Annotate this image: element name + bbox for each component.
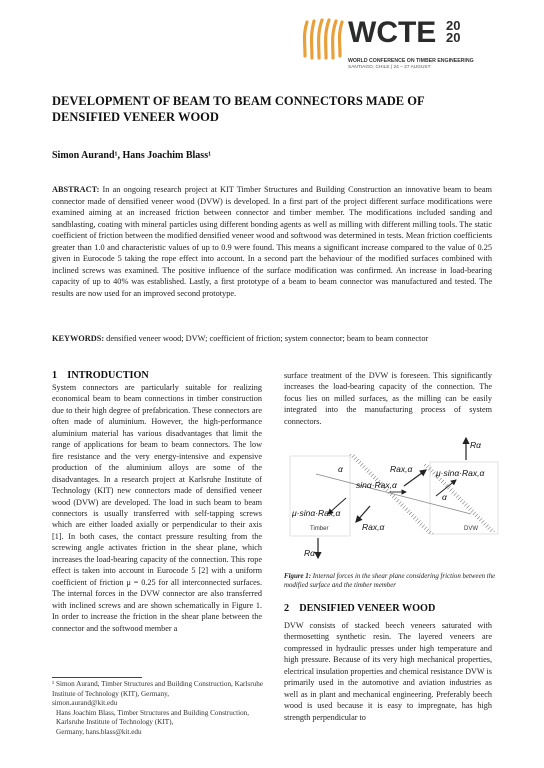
section-2-heading (284, 603, 435, 614)
figure-1-diagram (286, 434, 500, 564)
paper-title: DEVELOPMENT OF BEAM TO BEAM CONNECTORS MADE OF DENSIFIED VENEER WOOD (52, 94, 425, 124)
logo-subtitle: WORLD CONFERENCE ON TIMBER ENGINEERING (348, 58, 474, 64)
logo-wordmark: WCTE (348, 16, 437, 49)
logo-year-top: 20 (446, 18, 461, 33)
label-sin-r-ax: sinα·Rax,α (356, 480, 397, 490)
keywords-label: KEYWORDS: (52, 334, 105, 343)
logo-emblem-icon (300, 16, 346, 62)
figure-caption-label: Figure 1: (284, 573, 311, 580)
footnote-line-3: Hans Joachim Blass, Timber Structures and Building Construction, Karlsruhe Institute of Technology (KIT), (56, 708, 250, 727)
label-timber: Timber (310, 526, 329, 532)
abstract-label: ABSTRACT: (52, 185, 100, 194)
logo-location: SANTIAGO, CHILE | 24 – 27 AUGUST (348, 65, 431, 70)
label-alpha-left: α (338, 464, 343, 474)
section-2-title: DENSIFIED VENEER WOOD (299, 603, 436, 614)
logo-year-bottom: 20 (446, 30, 461, 45)
figure-1 (286, 434, 500, 564)
r-ax-bottom-arrow (356, 506, 370, 522)
footnote (52, 680, 278, 738)
section-1-number: 1 (52, 370, 58, 381)
label-r-ax-top: Rax,α (390, 464, 413, 474)
label-r-ax-bottom: Rax,α (362, 522, 385, 532)
section-1-continued: surface treatment of the DVW is foreseen. This significantly increases the load-bearing capacity of the connection. The focus lies on milled surfaces, as the milling can be easily integrated into the manufacturing process of system connectors. (284, 371, 492, 426)
section-1-title: INTRODUCTION (67, 370, 149, 381)
footnote-rule (52, 677, 142, 678)
paper-authors: Simon Aurand¹, Hans Joachim Blass¹ (52, 150, 212, 161)
conference-logo (300, 14, 500, 76)
section-1-heading (52, 370, 149, 381)
footnote-line-2: simon.aurand@kit.edu (52, 699, 118, 708)
label-r-alpha-bottom: Rα (304, 548, 315, 558)
figure-caption-text: Internal forces in the shear plane considering friction between the modified surface and the timber member (284, 573, 496, 589)
footnote-line-1: ¹ Simon Aurand, Timber Structures and Building Construction, Karlsruhe Institute of Technology (KIT), Germany, (52, 680, 263, 698)
abstract-text: In an ongoing research project at KIT Timber Structures and Building Construction an innovative beam to beam connector made of densified veneer wood (DVW) is developed. In a first part of the project different surface modifications were examined aiming at an increased friction between connector and timber member. The modifications included sanding and sandblasting, coating with mineral particles using different bonding agents as well as milling with different milling tools. The static coefficient of friction between the modified densified veneer wood and softwood was determined in tests. Mean friction coefficients greater than 1.0 and characteristic values of up to 0.9 were found. This means a significant increase compared to the value of 0.25 given in Eurocode 5 taking the rope effect into account. In a second part the behaviour of the modified surfaces combined with inclined screws was examined. The positive influence of the surface modification was confirmed. An increase in load-bearing capacity of up to 40% was established. Lastly, a first prototype of a beam to beam connector was manufactured and tested. The results are now used for an improved second prototype. (52, 185, 492, 298)
label-alpha-right: α (442, 492, 447, 502)
footnote-line-4: Germany, hans.blass@kit.edu (56, 727, 142, 736)
keywords (52, 333, 492, 344)
label-mu-sin-left: μ·sinα·Rax,α (292, 508, 341, 518)
keywords-text: densified veneer wood; DVW; coefficient of friction; system connector; beam to beam connector (104, 334, 429, 343)
section-2-body: DVW consists of stacked beech veneers saturated with thermosetting synthetic resin. The layered veneers are compressed in hydraulic presses under high temperature and high pressure. Because of its very high mechanical properties, electrical insulation properties and chemical resistance DVW is primarily used in the automotive and aviation industries as well as in plant and mechanical engineering. Preferably beech wood is used because it is easy to impregnate, has high strength perpendicular to (284, 621, 492, 722)
label-r-alpha-top: Rα (470, 440, 481, 450)
logo-year (446, 20, 460, 44)
section-1-body: System connectors are particularly suitable for realizing economical beam to beam connections in timber construction due to their high degree of prefabrication. These connectors are often made of aluminium. However, the high-performance aluminium material has various disadvantages that limit the range of applications for beam to beam connectors. The low fire resistance and the very energy-intensive and expensive production of the aluminium alloys are some of the disadvantages. In a research project at Karlsruhe Institute of Technology (KIT) new connectors made of densified veneer wood (DVW) are developed. The load in such beam to beam connectors is usually transferred with self-tapping screws which are either loaded axially or perpendicular to their axis [1]. In both cases, the contact pressure resulting from the screwing angle activates friction in the shear plane, which increases the load-bearing capacity of the connection. This rope effect is taken into account in Eurocode 5 [2] with a uniform coefficient of friction μ = 0.25 for all interconnected surfaces. The internal forces in the DVW connector are also transferred with inclined screws and are shown schematically in Figure 1. In order to increase the friction in the shear plane between the connector and the softwood member a (52, 383, 262, 633)
section-2-number: 2 (284, 603, 290, 614)
figure-1-caption (284, 572, 504, 590)
label-dvw: DVW (464, 526, 478, 532)
label-mu-sin-right: μ·sinα·Rax,α (436, 468, 485, 478)
abstract (52, 184, 492, 299)
